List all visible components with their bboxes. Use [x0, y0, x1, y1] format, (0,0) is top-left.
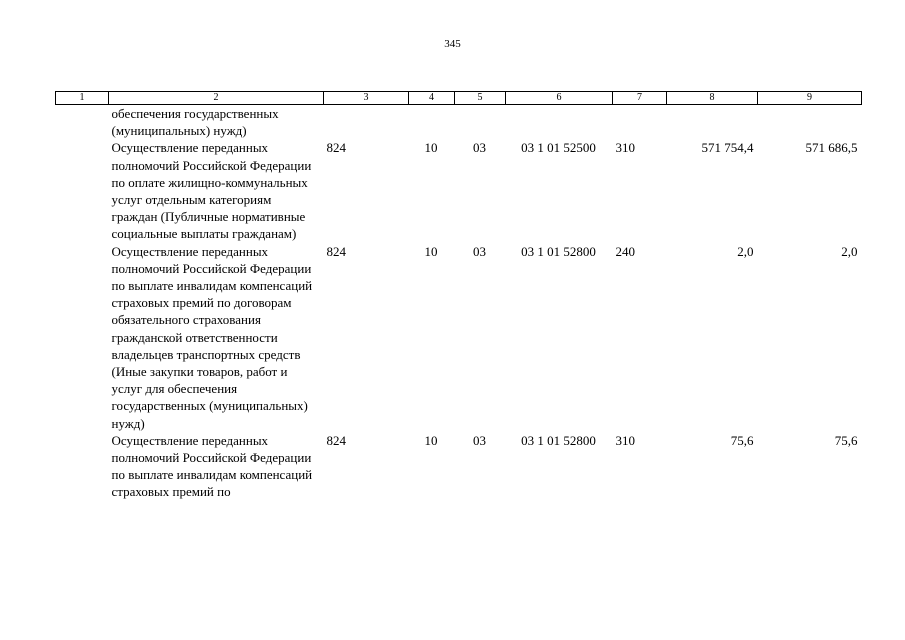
expense-type-cell: 240: [615, 243, 635, 259]
subsection-code-cell: 03: [473, 432, 486, 448]
ministry-code-cell: [324, 105, 409, 140]
item-name-cell: Осуществление переданных полномочий Российской Федерации по оплате жилищно-коммунальных услуг отдельным категориям граждан (Публичные нормативные социальные выплаты гражданам): [111, 140, 312, 242]
amount-cell-8: 75,6: [730, 432, 754, 448]
table-row: [56, 139, 862, 242]
amount-cell-9: [758, 105, 862, 140]
row-number-cell: [56, 139, 109, 242]
amount-cell-9: 75,6: [834, 432, 858, 448]
section-code-cell: [409, 105, 455, 140]
target-article-cell: [506, 105, 613, 140]
page-number: 345: [444, 38, 461, 50]
column-header: 2: [109, 92, 324, 105]
column-header: 6: [506, 92, 613, 105]
column-header: 1: [56, 92, 109, 105]
ministry-code-cell: 824: [326, 432, 346, 448]
section-code-cell: 10: [424, 243, 438, 259]
column-header: 3: [324, 92, 409, 105]
item-name-cell: Осуществление переданных полномочий Российской Федерации по выплате инвалидам компенсаций страховых премий по договорам обязательного страхования гражданской ответственности владельцев транспортных средств (Иные закупки товаров, работ и услуг для обеспечения государственных (муниципальных) нужд): [111, 243, 313, 431]
column-header: 5: [455, 92, 506, 105]
amount-cell-8: 571 754,4: [701, 140, 754, 156]
ministry-code-cell: 824: [326, 243, 346, 259]
amount-cell-8: [667, 105, 758, 140]
row-number-cell: [56, 432, 109, 501]
item-name-cell: Осуществление переданных полномочий Российской Федерации по выплате инвалидам компенсаций страховых премий по: [111, 432, 313, 500]
subsection-code-cell: 03: [473, 243, 486, 259]
budget-table: [55, 91, 862, 501]
expense-type-cell: [613, 105, 667, 140]
ministry-code-cell: 824: [326, 140, 346, 156]
amount-cell-8: 2,0: [737, 243, 754, 259]
section-code-cell: 10: [424, 432, 438, 448]
item-name-cell: обеспечения государственных (муниципальных) нужд): [111, 106, 279, 139]
section-code-cell: 10: [424, 140, 438, 156]
column-number-header-row: [56, 92, 862, 105]
target-article-cell: 03 1 01 52500: [521, 140, 596, 156]
subsection-code-cell: [455, 105, 506, 140]
target-article-cell: 03 1 01 52800: [521, 432, 596, 448]
table-row: [56, 243, 862, 432]
subsection-code-cell: 03: [473, 140, 486, 156]
column-header: 4: [409, 92, 455, 105]
target-article-cell: 03 1 01 52800: [521, 243, 596, 259]
expense-type-cell: 310: [615, 432, 635, 448]
table-row: [56, 432, 862, 501]
row-number-cell: [56, 105, 109, 140]
table-row: [56, 105, 862, 140]
column-header: 7: [613, 92, 667, 105]
expense-type-cell: 310: [615, 140, 635, 156]
amount-cell-9: 2,0: [841, 243, 858, 259]
row-number-cell: [56, 243, 109, 432]
column-header: 8: [667, 92, 758, 105]
column-header: 9: [758, 92, 862, 105]
amount-cell-9: 571 686,5: [805, 140, 858, 156]
